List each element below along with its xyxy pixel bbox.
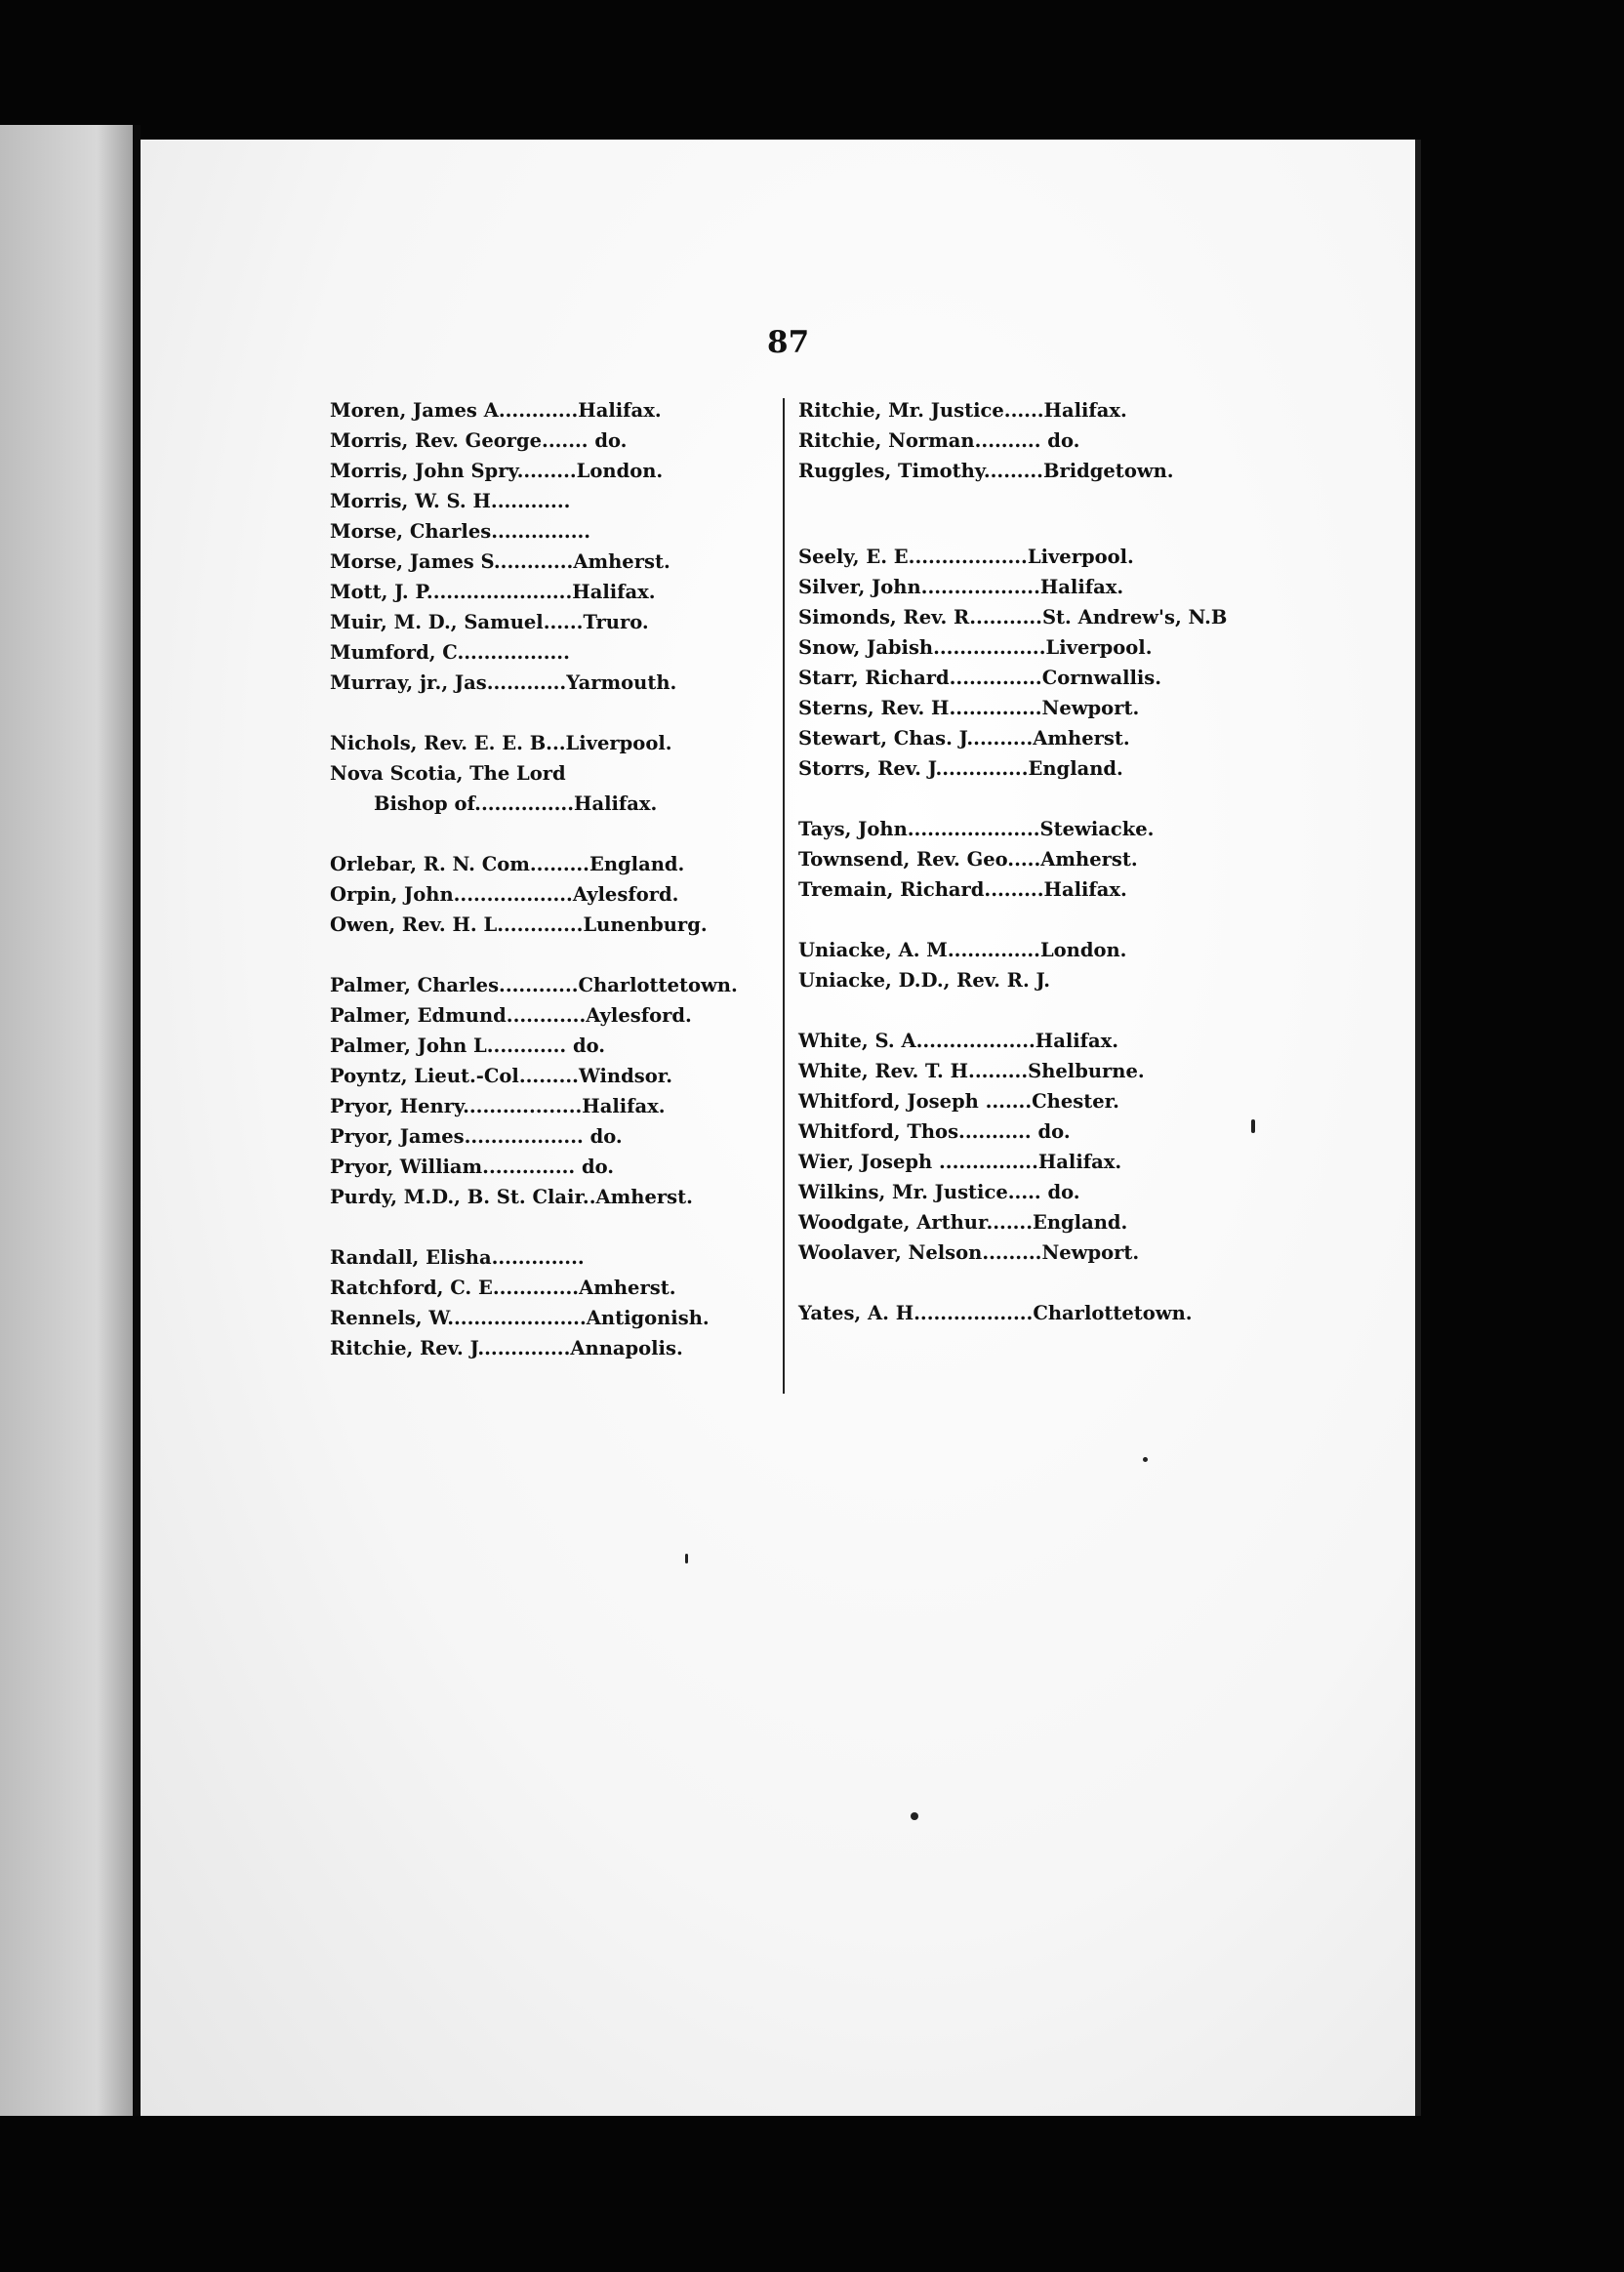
subscriber-entry <box>798 663 1286 693</box>
page-number: 87 <box>767 325 810 360</box>
subscriber-place: London. <box>576 460 664 482</box>
subscriber-place: Amherst. <box>595 1186 693 1208</box>
subscriber-entry <box>798 395 1286 426</box>
subscriber-place: Halifax. <box>1039 576 1124 598</box>
subscriber-entry <box>798 542 1286 572</box>
subscriber-place: Halifax. <box>572 581 656 603</box>
subscriber-place: Charlottetown. <box>1033 1302 1193 1324</box>
section-gap <box>330 940 759 970</box>
subscriber-place: Truro. <box>583 611 649 633</box>
subscriber-place: Charlottetown. <box>578 974 738 996</box>
subscriber-entry <box>330 1182 759 1212</box>
subscriber-entry <box>798 965 1286 995</box>
subscriber-entry <box>330 1091 759 1121</box>
subscriber-place: Halifax. <box>574 792 658 815</box>
subscriber-name: Snow, Jabish................. <box>798 636 1046 659</box>
subscriber-name: Uniacke, A. M.............. <box>798 939 1040 961</box>
subscriber-place: Stewiacke. <box>1039 818 1155 840</box>
subscriber-place: Aylesford. <box>572 883 679 906</box>
subscriber-place: Amherst. <box>1040 848 1138 871</box>
subscriber-entry <box>798 632 1286 663</box>
subscriber-name: Yates, A. H.................. <box>798 1302 1034 1324</box>
subscriber-entry <box>330 395 759 426</box>
subscriber-place: England. <box>1033 1211 1128 1234</box>
subscriber-entry <box>798 844 1286 874</box>
subscriber-entry <box>330 1061 759 1091</box>
subscriber-name: Wilkins, Mr. Justice..... <box>798 1181 1041 1203</box>
subscriber-place: England. <box>589 853 685 875</box>
subscriber-entry <box>330 728 759 758</box>
subscriber-entry <box>798 1086 1286 1116</box>
subscriber-place: England. <box>1028 757 1123 780</box>
subscriber-entry <box>330 1152 759 1182</box>
subscriber-name: Whitford, Thos........... <box>798 1120 1032 1143</box>
subscriber-entry <box>330 1333 759 1363</box>
subscriber-entry <box>330 1303 759 1333</box>
subscriber-place: do. <box>575 1156 615 1178</box>
subscriber-place: Liverpool. <box>1027 546 1134 568</box>
subscriber-name: Palmer, Edmund............ <box>330 1004 587 1027</box>
subscriber-entry <box>798 602 1286 632</box>
section-gap <box>798 995 1286 1026</box>
subscriber-name: Nichols, Rev. E. E. B... <box>330 732 566 754</box>
subscriber-place: do. <box>566 1035 606 1057</box>
subscriber-place: Yarmouth. <box>566 671 677 694</box>
subscriber-place: do. <box>1031 1120 1071 1143</box>
subscriber-place: Antigonish. <box>586 1307 710 1329</box>
section-gap <box>798 1268 1286 1298</box>
subscriber-place: do. <box>1040 1181 1080 1203</box>
left-column <box>330 395 759 1363</box>
subscriber-name: Ritchie, Norman.......... <box>798 429 1041 452</box>
subscriber-name: Pryor, James.................. <box>330 1125 584 1148</box>
subscriber-name: Palmer, John L............ <box>330 1035 567 1057</box>
subscriber-name: Sterns, Rev. H.............. <box>798 697 1042 719</box>
subscriber-entry <box>330 970 759 1000</box>
subscriber-name: White, S. A.................. <box>798 1030 1035 1052</box>
section-gap <box>330 819 759 849</box>
subscriber-name: Woodgate, Arthur....... <box>798 1211 1033 1234</box>
subscriber-entry <box>798 814 1286 844</box>
subscriber-place: Cornwallis. <box>1041 667 1162 689</box>
book-gutter <box>133 125 141 2116</box>
subscriber-entry <box>798 1298 1286 1328</box>
subscriber-entry <box>798 572 1286 602</box>
subscriber-name: Morris, W. S. H............ <box>330 490 571 512</box>
subscriber-place: Chester. <box>1032 1090 1119 1113</box>
subscriber-entry <box>330 1031 759 1061</box>
subscriber-entry <box>330 637 759 668</box>
subscriber-name: Orpin, John.................. <box>330 883 573 906</box>
subscriber-name: Storrs, Rev. J.............. <box>798 757 1029 780</box>
subscriber-name: Tays, John.................... <box>798 818 1040 840</box>
subscriber-entry <box>798 1177 1286 1207</box>
subscriber-place: Windsor. <box>578 1065 672 1087</box>
subscriber-name: Wier, Joseph ............... <box>798 1151 1038 1173</box>
subscriber-entry <box>798 1116 1286 1147</box>
subscriber-place: Halifax. <box>1035 1030 1119 1052</box>
subscriber-name: Moren, James A............ <box>330 399 579 422</box>
subscriber-entry <box>330 486 759 516</box>
subscriber-name: Palmer, Charles............ <box>330 974 579 996</box>
subscriber-entry <box>330 1242 759 1273</box>
right-column <box>798 395 1286 1328</box>
subscriber-place: Amherst. <box>573 550 670 573</box>
section-gap <box>798 784 1286 814</box>
section-gap <box>330 1212 759 1242</box>
subscriber-entry <box>330 849 759 879</box>
subscriber-entry <box>798 1207 1286 1237</box>
subscriber-place: Liverpool. <box>565 732 672 754</box>
subscriber-entry <box>798 1237 1286 1268</box>
section-gap <box>798 905 1286 935</box>
subscriber-name: Ritchie, Mr. Justice...... <box>798 399 1044 422</box>
subscriber-entry <box>798 693 1286 723</box>
subscriber-place: do. <box>1040 429 1080 452</box>
subscriber-entry <box>798 1026 1286 1056</box>
subscriber-entry <box>798 1056 1286 1086</box>
subscriber-entry <box>798 935 1286 965</box>
subscriber-entry <box>330 516 759 547</box>
subscriber-name: Ruggles, Timothy......... <box>798 460 1043 482</box>
subscriber-place: Bridgetown. <box>1042 460 1174 482</box>
subscriber-name: Purdy, M.D., B. St. Clair.. <box>330 1186 596 1208</box>
subscriber-place: London. <box>1039 939 1127 961</box>
subscriber-name: Whitford, Joseph ....... <box>798 1090 1033 1113</box>
subscriber-entry <box>798 874 1286 905</box>
subscriber-place: Shelburne. <box>1028 1060 1145 1082</box>
subscriber-name: Starr, Richard.............. <box>798 667 1042 689</box>
subscriber-name: Muir, M. D., Samuel...... <box>330 611 584 633</box>
subscriber-place: Halifax. <box>582 1095 666 1117</box>
subscriber-name: White, Rev. T. H......... <box>798 1060 1029 1082</box>
subscriber-name: Silver, John.................. <box>798 576 1040 598</box>
scan-speck <box>911 1812 918 1820</box>
subscriber-entry <box>330 758 759 789</box>
subscriber-name: Randall, Elisha.............. <box>330 1246 585 1269</box>
subscriber-name: Stewart, Chas. J.......... <box>798 727 1034 750</box>
subscriber-entry <box>798 1147 1286 1177</box>
subscriber-name: Morse, James S............ <box>330 550 574 573</box>
subscriber-name: Morse, Charles............... <box>330 520 591 543</box>
subscriber-name: Morris, John Spry......... <box>330 460 577 482</box>
subscriber-entry <box>330 879 759 910</box>
scan-speck <box>685 1554 688 1563</box>
subscriber-name: Mumford, C................. <box>330 641 570 664</box>
subscriber-place: Lunenburg. <box>583 913 708 936</box>
subscriber-name: Poyntz, Lieut.-Col......... <box>330 1065 579 1087</box>
subscriber-entry <box>330 607 759 637</box>
subscriber-place: Halifax. <box>1037 1151 1122 1173</box>
subscriber-entry <box>330 426 759 456</box>
subscriber-name: Ritchie, Rev. J.............. <box>330 1337 571 1359</box>
subscriber-name: Rennels, W..................... <box>330 1307 587 1329</box>
subscriber-place: Halifax. <box>578 399 662 422</box>
subscriber-entry <box>330 547 759 577</box>
subscriber-place: Liverpool. <box>1045 636 1153 659</box>
subscriber-name: Pryor, Henry.................. <box>330 1095 583 1117</box>
subscriber-place: Aylesford. <box>586 1004 692 1027</box>
subscriber-entry <box>798 753 1286 784</box>
subscriber-name: Orlebar, R. N. Com......... <box>330 853 589 875</box>
subscriber-entry <box>798 456 1286 486</box>
subscriber-place: Halifax. <box>1043 399 1127 422</box>
subscriber-name: Owen, Rev. H. L............. <box>330 913 584 936</box>
subscriber-name: Bishop of............... <box>374 792 575 815</box>
subscriber-place: Amherst. <box>1033 727 1130 750</box>
subscriber-name: Mott, J. P...................... <box>330 581 573 603</box>
section-gap <box>798 486 1286 542</box>
subscriber-entry <box>330 789 759 819</box>
scan-speck <box>1251 1119 1255 1133</box>
subscriber-name: Morris, Rev. George....... <box>330 429 589 452</box>
subscriber-name: Uniacke, D.D., Rev. R. J. <box>798 969 1051 992</box>
subscriber-name: Murray, jr., Jas............ <box>330 671 567 694</box>
section-gap <box>330 698 759 728</box>
subscriber-place: do. <box>583 1125 623 1148</box>
subscriber-entry <box>330 1000 759 1031</box>
subscriber-place: Amherst. <box>579 1277 676 1299</box>
subscriber-name: Pryor, William.............. <box>330 1156 576 1178</box>
column-divider <box>783 398 785 1394</box>
subscriber-entry <box>330 910 759 940</box>
scan-speck <box>1143 1457 1148 1462</box>
adjacent-page-edge <box>0 125 139 2116</box>
subscriber-name: Nova Scotia, The Lord <box>330 762 566 785</box>
subscriber-entry <box>330 577 759 607</box>
subscriber-place: St. Andrew's, N.B <box>1041 606 1228 629</box>
subscriber-name: Ratchford, C. E............. <box>330 1277 580 1299</box>
subscriber-name: Townsend, Rev. Geo..... <box>798 848 1041 871</box>
subscriber-place: Newport. <box>1041 697 1140 719</box>
subscriber-place: Annapolis. <box>570 1337 683 1359</box>
subscriber-name: Simonds, Rev. R........... <box>798 606 1042 629</box>
subscriber-entry <box>330 668 759 698</box>
subscriber-entry <box>798 723 1286 753</box>
subscriber-entry <box>330 1121 759 1152</box>
subscriber-entry <box>330 456 759 486</box>
subscriber-place: Newport. <box>1041 1241 1140 1264</box>
subscriber-entry <box>330 1273 759 1303</box>
subscriber-entry <box>798 426 1286 456</box>
subscriber-name: Tremain, Richard......... <box>798 878 1044 901</box>
subscriber-name: Woolaver, Nelson......... <box>798 1241 1042 1264</box>
subscriber-place: do. <box>588 429 628 452</box>
subscriber-name: Seely, E. E.................. <box>798 546 1028 568</box>
subscriber-place: Halifax. <box>1043 878 1127 901</box>
